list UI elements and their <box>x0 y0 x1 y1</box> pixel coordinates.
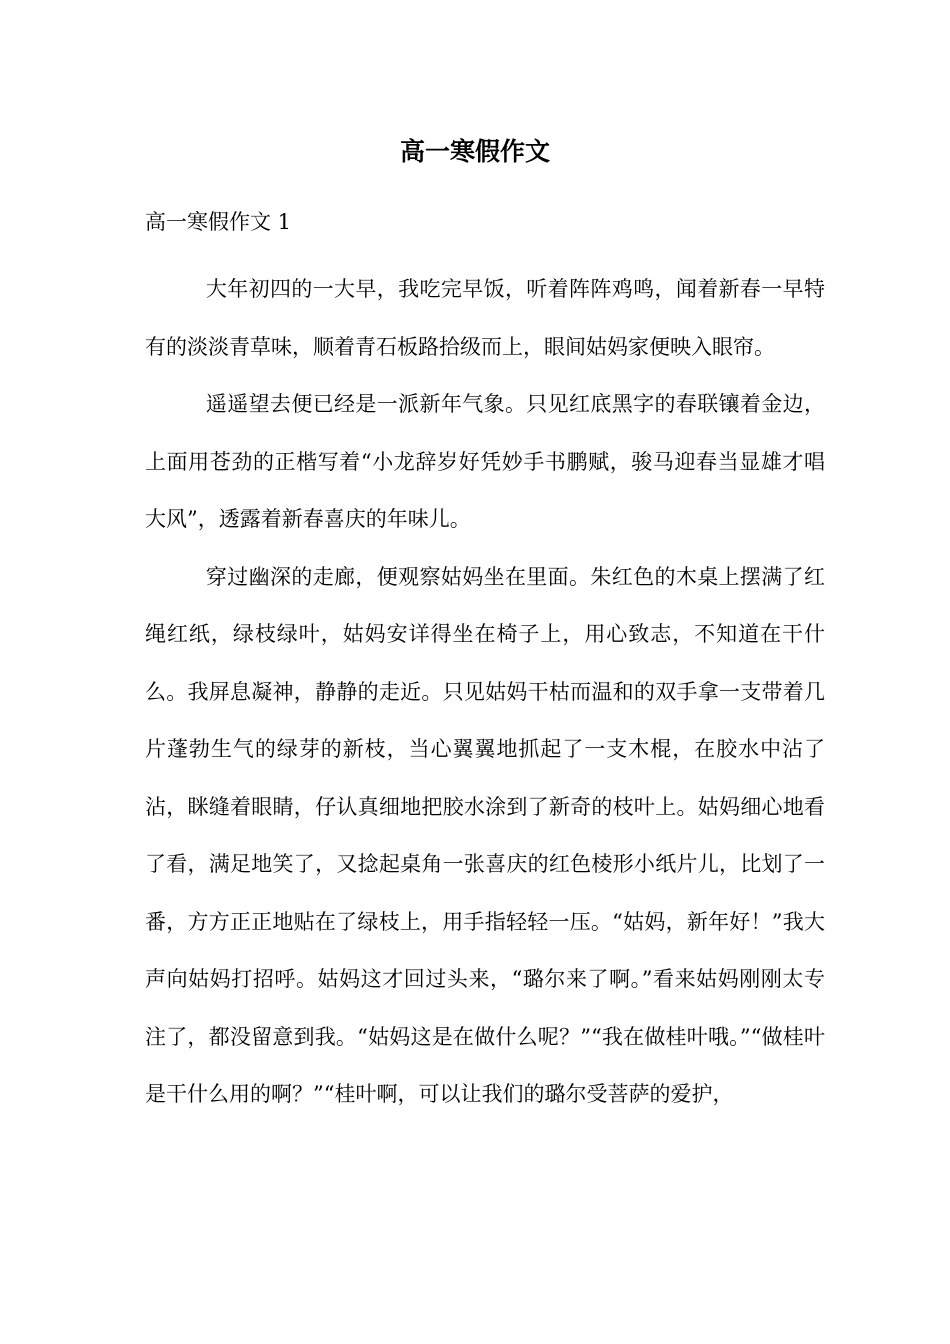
essay-subheading: 高一寒假作文 1 <box>145 210 292 234</box>
paragraph-2: 遥遥望去便已经是一派新年气象。只见红底黑字的春联镶着金边，上面用苍劲的正楷写着“小龙辞岁好凭妙手书鹏赋，骏马迎春当显雄才唱大风”，透露着新春喜庆的年味儿。 <box>145 392 825 531</box>
document-title: 高一寒假作文 <box>399 137 550 166</box>
paragraph-3: 穿过幽深的走廊，便观察姑妈坐在里面。朱红色的木桌上摆满了红绳红纸，绿枝绿叶，姑妈安详得坐在椅子上，用心致志，不知道在干什么。我屏息凝神，静静的走近。只见姑妈干枯而温和的双手拿一支带着几片蓬勃生气的绿芽的新枝，当心翼翼地抓起了一支木棍，在胶水中沾了沾，眯缝着眼睛，仔认真细地把胶水涂到了新奇的枝叶上。姑妈细心地看了看，满足地笑了，又捻起桌角一张喜庆的红色棱形小纸片儿，比划了一番，方方正正地贴在了绿枝上，用手指轻轻一压。“姑妈，新年好！”我大声向姑妈打招呼。姑妈这才回过头来，“璐尔来了啊。”看来姑妈刚刚太专注了，都没留意到我。“姑妈这是在做什么呢？”“我在做桂叶哦。”“做桂叶是干什么用的啊？”“桂叶啊，可以让我们的璐尔受菩萨的爱护， <box>145 564 825 1106</box>
essay-body <box>145 261 825 1124</box>
paragraph-1: 大年初四的一大早，我吃完早饭，听着阵阵鸡鸣，闻着新春一早特有的淡淡青草味，顺着青石板路拾级而上，眼间姑妈家便映入眼帘。 <box>145 277 825 359</box>
